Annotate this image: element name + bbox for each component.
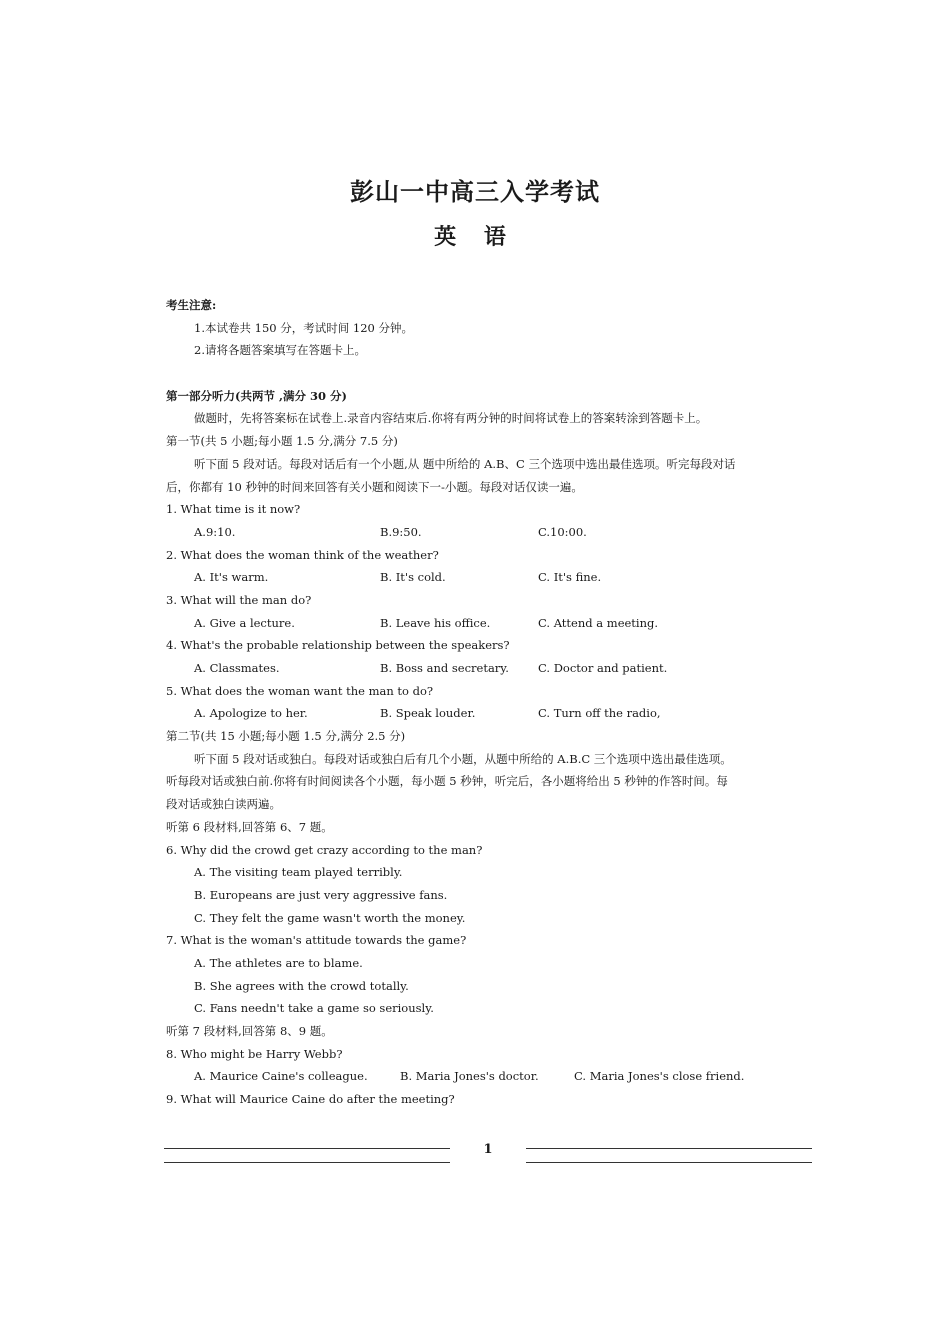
option-b: B. Speak louder.	[380, 706, 476, 721]
option-c: C. They felt the game wasn't worth the money.	[194, 910, 466, 925]
question-4: 4. What's the probable relationship between the speakers?	[166, 638, 510, 653]
option-a: A. Classmates.	[194, 661, 280, 675]
option-a: A. Maurice Caine's colleague.	[194, 1069, 368, 1084]
option-a: A. Apologize to her.	[194, 706, 308, 721]
options-5	[166, 702, 816, 725]
option-c: C. Fans needn't take a game so seriously.	[194, 1001, 434, 1016]
option-b: B. Leave his office.	[380, 615, 491, 630]
option-c: C. Attend a meeting.	[538, 615, 659, 630]
question-3: 3. What will the man do?	[166, 592, 312, 607]
option-b: B. Maria Jones's doctor.	[400, 1069, 539, 1084]
footer-rule-left-bottom	[164, 1162, 450, 1163]
option-b: B. Europeans are just very aggressive fans.	[194, 887, 448, 902]
option-c: C.10:00.	[538, 524, 587, 539]
option-c: C. Doctor and patient.	[538, 661, 668, 675]
exam-subject: 英 语	[434, 224, 516, 250]
option-a: A. The visiting team played terribly.	[194, 865, 403, 880]
part1-heading: 第一部分听力(共两节 ,满分 30 分)	[166, 388, 347, 403]
option-c: C. It's fine.	[538, 570, 602, 585]
notice-heading: 考生注意:	[166, 298, 217, 312]
page-footer	[164, 1140, 812, 1170]
option-c: C. Maria Jones's close friend.	[574, 1069, 745, 1084]
exam-title: 彭山一中高三入学考试	[350, 177, 600, 206]
question-9: 9. What will Maurice Caine do after the meeting?	[166, 1092, 455, 1107]
options-8	[166, 1065, 816, 1088]
section1-instruction: 后，你都有 10 秒钟的时间来回答有关小题和阅读下一-小题。每段对话仅读一遍。	[166, 479, 583, 494]
option-b: B. She agrees with the crowd totally.	[194, 978, 409, 993]
section2-instruction: 段对话或独白读两遍。	[166, 797, 281, 812]
question-8: 8. Who might be Harry Webb?	[166, 1046, 343, 1061]
page-number: 1	[483, 1142, 493, 1157]
footer-rule-right-bottom	[526, 1162, 812, 1163]
section1-instruction: 听下面 5 段对话。每段对话后有一个小题,从 题中所给的 A.B、C 三个选项中选出最佳选项。听完每段对话	[194, 456, 736, 471]
options-3	[166, 612, 816, 635]
section2-instruction: 听每段对话或独白前.你将有时间阅读各个小题，每小题 5 秒钟，听完后，各小题将给出 5 秒钟的作答时间。每	[166, 774, 728, 789]
notice-item: 1.本试卷共 150 分，考试时间 120 分钟。	[194, 320, 413, 335]
question-1: 1. What time is it now?	[166, 502, 301, 517]
option-a: A. Give a lecture.	[194, 615, 295, 630]
option-b: B. It's cold.	[380, 570, 446, 585]
option-b: B.9:50.	[380, 524, 422, 539]
question-5: 5. What does the woman want the man to do?	[166, 683, 434, 698]
question-7: 7. What is the woman's attitude towards the game?	[166, 933, 467, 948]
material-6-heading: 听第 6 段材料,回答第 6、7 题。	[166, 819, 333, 834]
options-2	[166, 566, 816, 589]
option-a: A. It's warm.	[194, 570, 269, 585]
option-a: A. The athletes are to blame.	[194, 955, 363, 970]
option-b: B. Boss and secretary.	[380, 661, 509, 675]
notice-item: 2.请将各题答案填写在答题卡上。	[194, 343, 366, 358]
question-2: 2. What does the woman think of the weather?	[166, 547, 439, 562]
part1-instruction: 做题时，先将答案标在试卷上.录音内容结束后.你将有两分钟的时间将试卷上的答案转涂到答题卡上。	[194, 411, 708, 426]
options-4	[166, 657, 816, 680]
section2-heading: 第二节(共 15 小题;每小题 1.5 分,满分 2.5 分)	[166, 729, 406, 744]
question-6: 6. Why did the crowd get crazy according to the man?	[166, 842, 483, 857]
section2-instruction: 听下面 5 段对话或独白。每段对话或独白后有几个小题，从题中所给的 A.B.C 三个选项中选出最佳选项。	[194, 751, 732, 766]
section1-heading: 第一节(共 5 小题;每小题 1.5 分,满分 7.5 分)	[166, 434, 398, 449]
material-7-heading: 听第 7 段材料,回答第 8、9 题。	[166, 1024, 333, 1038]
exam-content	[166, 294, 816, 1111]
options-1	[166, 521, 816, 544]
spacer	[166, 362, 816, 385]
option-c: C. Turn off the radio,	[538, 706, 661, 721]
option-a: A.9:10.	[194, 524, 236, 539]
